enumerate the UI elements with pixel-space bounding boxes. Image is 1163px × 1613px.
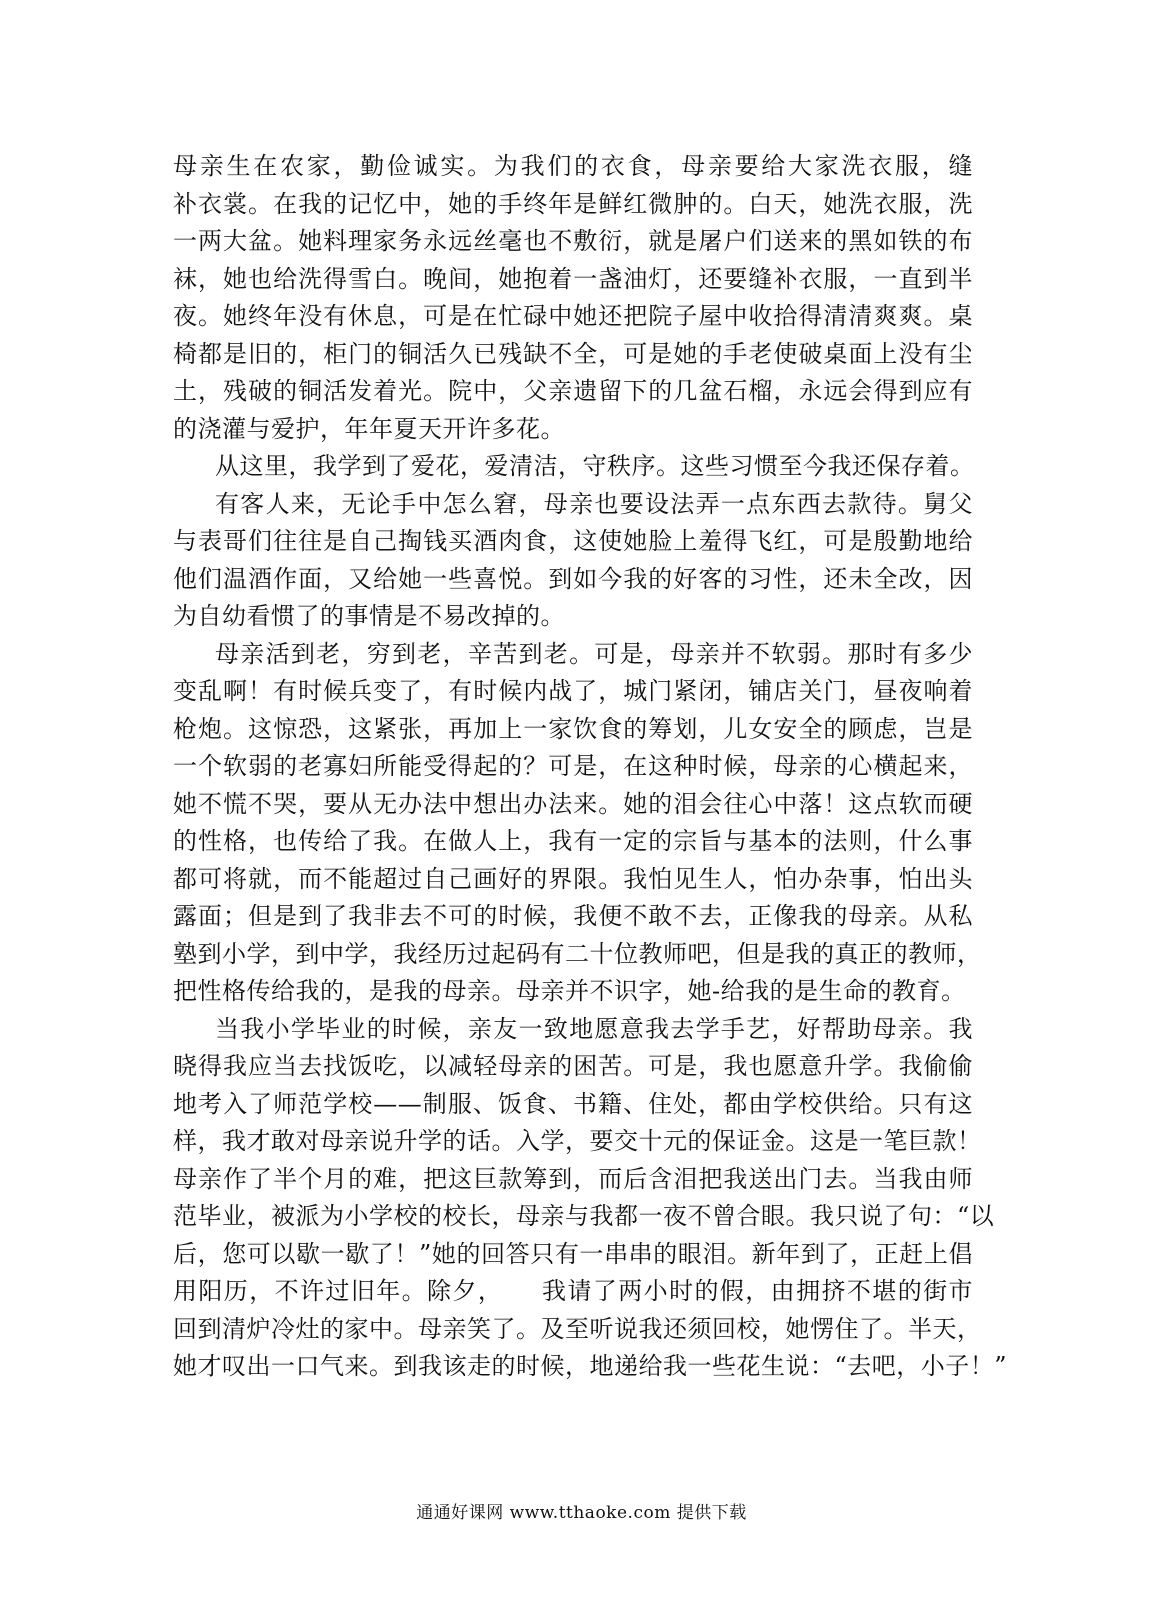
- text-line: 把性格传给我的，是我的母亲。母亲并不识字，她-给我的是生命的教育。: [173, 977, 966, 1005]
- text-line: 的性格，也传给了我。在做人上，我有一定的宗旨与基本的法则，什么事: [173, 827, 973, 855]
- text-line: 用阳历，不许过旧年。除夕， 我请了两小时的假，由拥挤不堪的街市: [173, 1277, 973, 1305]
- text-line: 椅都是旧的，柜门的铜活久已残缺不全，可是她的手老使破桌面上没有尘: [173, 339, 973, 368]
- text-line: 枪炮。这惊恐，这紧张，再加上一家饮食的筹划，儿女安全的顾虑，岂是: [173, 714, 973, 743]
- text-line: 地考入了师范学校——制服、饭食、书籍、住处，都由学校供给。只有这: [173, 1089, 973, 1118]
- text-line: 回到清炉冷灶的家中。母亲笑了。及至听说我还须回校，她愣住了。半天，: [173, 1314, 982, 1343]
- text-line: 土，残破的铜活发着光。院中，父亲遗留下的几盆石榴，永远会得到应有: [173, 377, 973, 405]
- text-line: 他们温酒作面，又给她一些喜悦。到如今我的好客的习性，还未全改，因: [173, 564, 973, 593]
- text-line: 母亲作了半个月的难，把这巨款筹到，而后含泪把我送出门去。当我由师: [173, 1164, 973, 1193]
- text-line: 袜，她也给洗得雪白。晚间，她抱着一盏油灯，还要缝补衣服，一直到半: [173, 264, 973, 293]
- text-line: 范毕业，被派为小学校的校长，母亲与我都一夜不曾合眼。我只说了句：“以: [173, 1202, 995, 1230]
- essay-body: [173, 148, 1008, 1386]
- text-line: 当我小学毕业的时候，亲友一致地愿意我去学手艺，好帮助母亲。我: [215, 1014, 973, 1043]
- text-line: 都可将就，而不能超过自己画好的界限。我怕见生人，怕办杂事，怕出头: [173, 864, 973, 893]
- text-line: 与表哥们往往是自己掏钱买酒肉食，这使她脸上羞得飞红，可是殷勤地给: [173, 527, 973, 555]
- text-line: 为自幼看惯了的事情是不易改掉的。: [173, 602, 565, 630]
- text-line: 一个软弱的老寡妇所能受得起的？可是，在这种时候，母亲的心横起来，: [173, 752, 973, 780]
- text-line: 的浇灌与爱护，年年夏天开许多花。: [173, 414, 565, 443]
- page-footer: 通通好课网 www.tthaoke.com 提供下载: [416, 1503, 747, 1523]
- text-line: 晓得我应当去找饭吃，以减轻母亲的困苦。可是，我也愿意升学。我偷偷: [173, 1052, 973, 1080]
- text-line: 后，您可以歇一歇了！”她的回答只有一串串的眼泪。新年到了，正赶上倡: [173, 1239, 973, 1268]
- text-line: 补衣裳。在我的记忆中，她的手终年是鲜红微肿的。白天，她洗衣服，洗: [173, 189, 973, 218]
- text-line: 样，我才敢对母亲说升学的话。入学，要交十元的保证金。这是一笔巨款！: [173, 1127, 982, 1155]
- text-line: 一两大盆。她料理家务永远丝毫也不敷衍，就是屠户们送来的黑如铁的布: [173, 227, 973, 255]
- text-line: 她才叹出一口气来。到我该走的时候，地递给我一些花生说：“去吧，小子！”: [173, 1352, 1008, 1380]
- text-line: 有客人来，无论手中怎么窘，母亲也要设法弄一点东西去款待。舅父: [215, 489, 973, 518]
- text-line: 变乱啊！有时候兵变了，有时候内战了，城门紧闭，铺店关门，昼夜响着: [173, 677, 973, 705]
- text-line: 她不慌不哭，要从无办法中想出办法来。她的泪会往心中落！这点软而硬: [173, 789, 973, 818]
- text-line: 夜。她终年没有休息，可是在忙碌中她还把院子屋中收拾得清清爽爽。桌: [173, 302, 973, 330]
- text-line: 母亲活到老，穷到老，辛苦到老。可是，母亲并不软弱。那时有多少: [215, 639, 973, 668]
- text-line: 露面；但是到了我非去不可的时候，我便不敢不去，正像我的母亲。从私: [173, 902, 973, 930]
- text-line: 从这里，我学到了爱花，爱清洁，守秩序。这些习惯至今我还保存着。: [215, 452, 975, 480]
- text-line: 塾到小学，到中学，我经历过起码有二十位教师吧，但是我的真正的教师，: [173, 939, 982, 968]
- text-line: 母亲生在农家，勤俭诚实。为我们的衣食，母亲要给大家洗衣服，缝: [173, 152, 973, 180]
